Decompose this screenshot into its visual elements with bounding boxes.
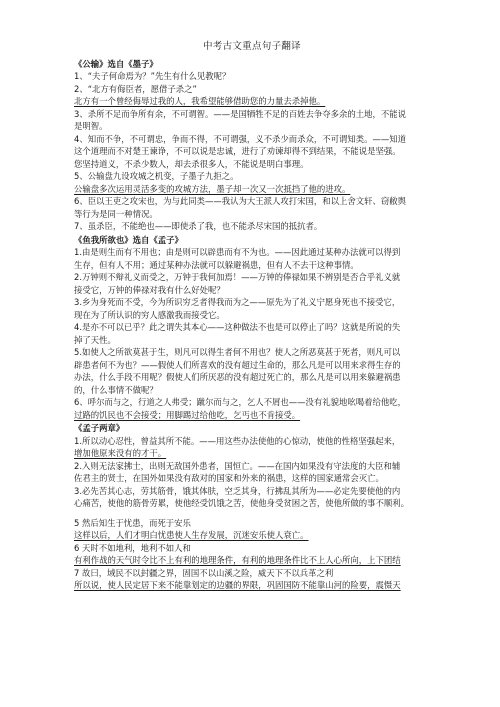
paragraph-gap <box>74 510 430 517</box>
text-line: 有利作战的天气时令比不上有利的地理条件，有利的地理条件比不上人心所向，上下团结 <box>74 555 401 566</box>
section-heading: 《孟子两章》 <box>74 423 125 434</box>
text-line: 4、知而不争，不可谓忠，争而不得，不可谓强，义不杀少而杀众，不可谓知类。——知道 <box>74 133 406 144</box>
text-line: 6 天时不如地利，地利不如人和 <box>74 542 191 553</box>
text-line: 增加他原来没有的才干。 <box>74 448 167 459</box>
text-line: 您坚持道义，不杀少数人，却去杀很多人，不能说是明白事理。 <box>74 158 309 169</box>
text-line: 是明智。 <box>74 121 108 132</box>
text-line: 2.万钟则不辩礼义而受之，万钟于我何加焉！——万钟的俸禄如果不辨别是否合乎礼义就 <box>74 272 401 283</box>
text-line: 6、臣以王吏之攻宋也，为与此同类——我认为大王派人攻打宋国，和以上舍文轩、窃敝舆 <box>74 196 406 207</box>
page-title: 中考古文重点句子翻译 <box>202 41 301 52</box>
document-body <box>74 58 430 592</box>
text-line: 过路的饥民也不会接受；用脚踢过给他吃，乞丐也不肯接受。 <box>74 409 301 420</box>
text-line: 所以说，使人民定居下来不能靠划定的边疆的界限，巩固国防不能靠山河的险要，震慑天 <box>74 580 401 591</box>
text-line: 6、呼尔而与之，行道之人弗受；蹴尔而与之，乞人不屑也——没有礼貌地吆喝着给他吃， <box>74 397 406 408</box>
text-line: 辟患者何不为也？——假使人们所喜欢的没有超过生命的，那么凡是可以用来求得生存的 <box>74 359 401 370</box>
text-line: 1.所以动心忍性，曾益其所不能。——用这些办法使他的心惊动，使他的性格坚强起来， <box>74 435 401 446</box>
text-line: 3、杀所不足而争所有余，不可谓智。——是国牺牲不足的百姓去争夺多余的土地，不能说 <box>74 108 406 119</box>
text-line: 7、虽杀臣，不能绝也——即使杀了我，也不能杀尽宋国的抵抗者。 <box>74 221 323 232</box>
text-line: 1、“夫子何命焉为？”先生有什么见教呢？ <box>74 71 231 82</box>
text-line: 的，什么事情不做呢？ <box>74 384 158 395</box>
text-line: 佐君主的贤士，在国外如果没有敌对的国家和外来的祸患，这样的国家通常会灭亡。 <box>74 473 384 484</box>
text-line: 心痛苦，使他的筋骨劳累，使他经受饥饿之苦，使他身受贫困之苦，使他所做的事不顺利。 <box>74 498 409 509</box>
text-line: 公输盘多次运用灵活多变的攻城方法，墨子却一次又一次抵挡了他的进攻。 <box>74 183 351 194</box>
text-line: 1.由是则生而有不用也；由是则可以辟患而有不为也。——因此通过某种办法就可以得到 <box>74 247 401 258</box>
text-line: 生存，但有人不用；通过某种办法就可以躲避祸患，但有人不去干这种事情。 <box>74 259 359 270</box>
text-line: 等行为是同一种情况。 <box>74 208 158 219</box>
text-line: 7 故曰，域民不以封疆之界，固国不以山溪之险，威天下不以兵革之利 <box>74 567 334 578</box>
text-line: 5.如使人之所欲莫甚于生，则凡可以得生者何不用也？使人之所恶莫甚于死者，则凡可以 <box>74 347 401 358</box>
text-line: 4.是亦不可以已乎？此之谓失其本心——这种做法不也是可以停止了吗？这就是所说的失 <box>74 322 401 333</box>
text-line: 2、“北方有侮臣者，愿借子杀之” <box>74 83 197 94</box>
text-line: 接受它，万钟的俸禄对我有什么好处呢？ <box>74 284 225 295</box>
text-line: 5、公输盘九设攻城之机变，子墨子九拒之。 <box>74 171 239 182</box>
text-line: 3.必先苦其心志，劳其筋骨，饿其体肤，空乏其身，行拂乱其所为——必定先要使他的内 <box>74 485 401 496</box>
text-line: 3.乡为身死而不受，今为所识穷乏者得我而为之——原先为了礼义宁愿身死也不接受它， <box>74 297 401 308</box>
text-line: 2.入则无法家拂士，出则无敌国外患者，国恒亡。——在国内如果没有守法度的大臣和辅 <box>74 460 401 471</box>
text-line: 这样以后，人们才明白忧患使人生存发展，沉迷安乐使人衰亡。 <box>74 530 309 541</box>
section-heading: 《公输》选自《墨子》 <box>74 59 158 69</box>
text-line: 办法，什么手段不用呢？假使人们所厌恶的没有超过死亡的，那么凡是可以用来躲避祸患 <box>74 372 401 383</box>
section-heading: 《鱼我所欲也》选自《孟子》 <box>74 234 183 245</box>
text-line: 北方有一个曾经侮辱过我的人，我希望能够借助您的力量去杀掉他。 <box>74 96 326 107</box>
text-line: 这个道理而不对楚王谏诤，不可以说是忠诚，进行了劝谏却得不到结果，不能说是坚强。 <box>74 146 401 157</box>
text-line: 掉了天性。 <box>74 334 116 345</box>
text-line: 现在为了所认识的穷人感激我而接受它。 <box>74 309 225 320</box>
text-line: 5 然后知生于忧患，而死于安乐 <box>74 517 191 528</box>
